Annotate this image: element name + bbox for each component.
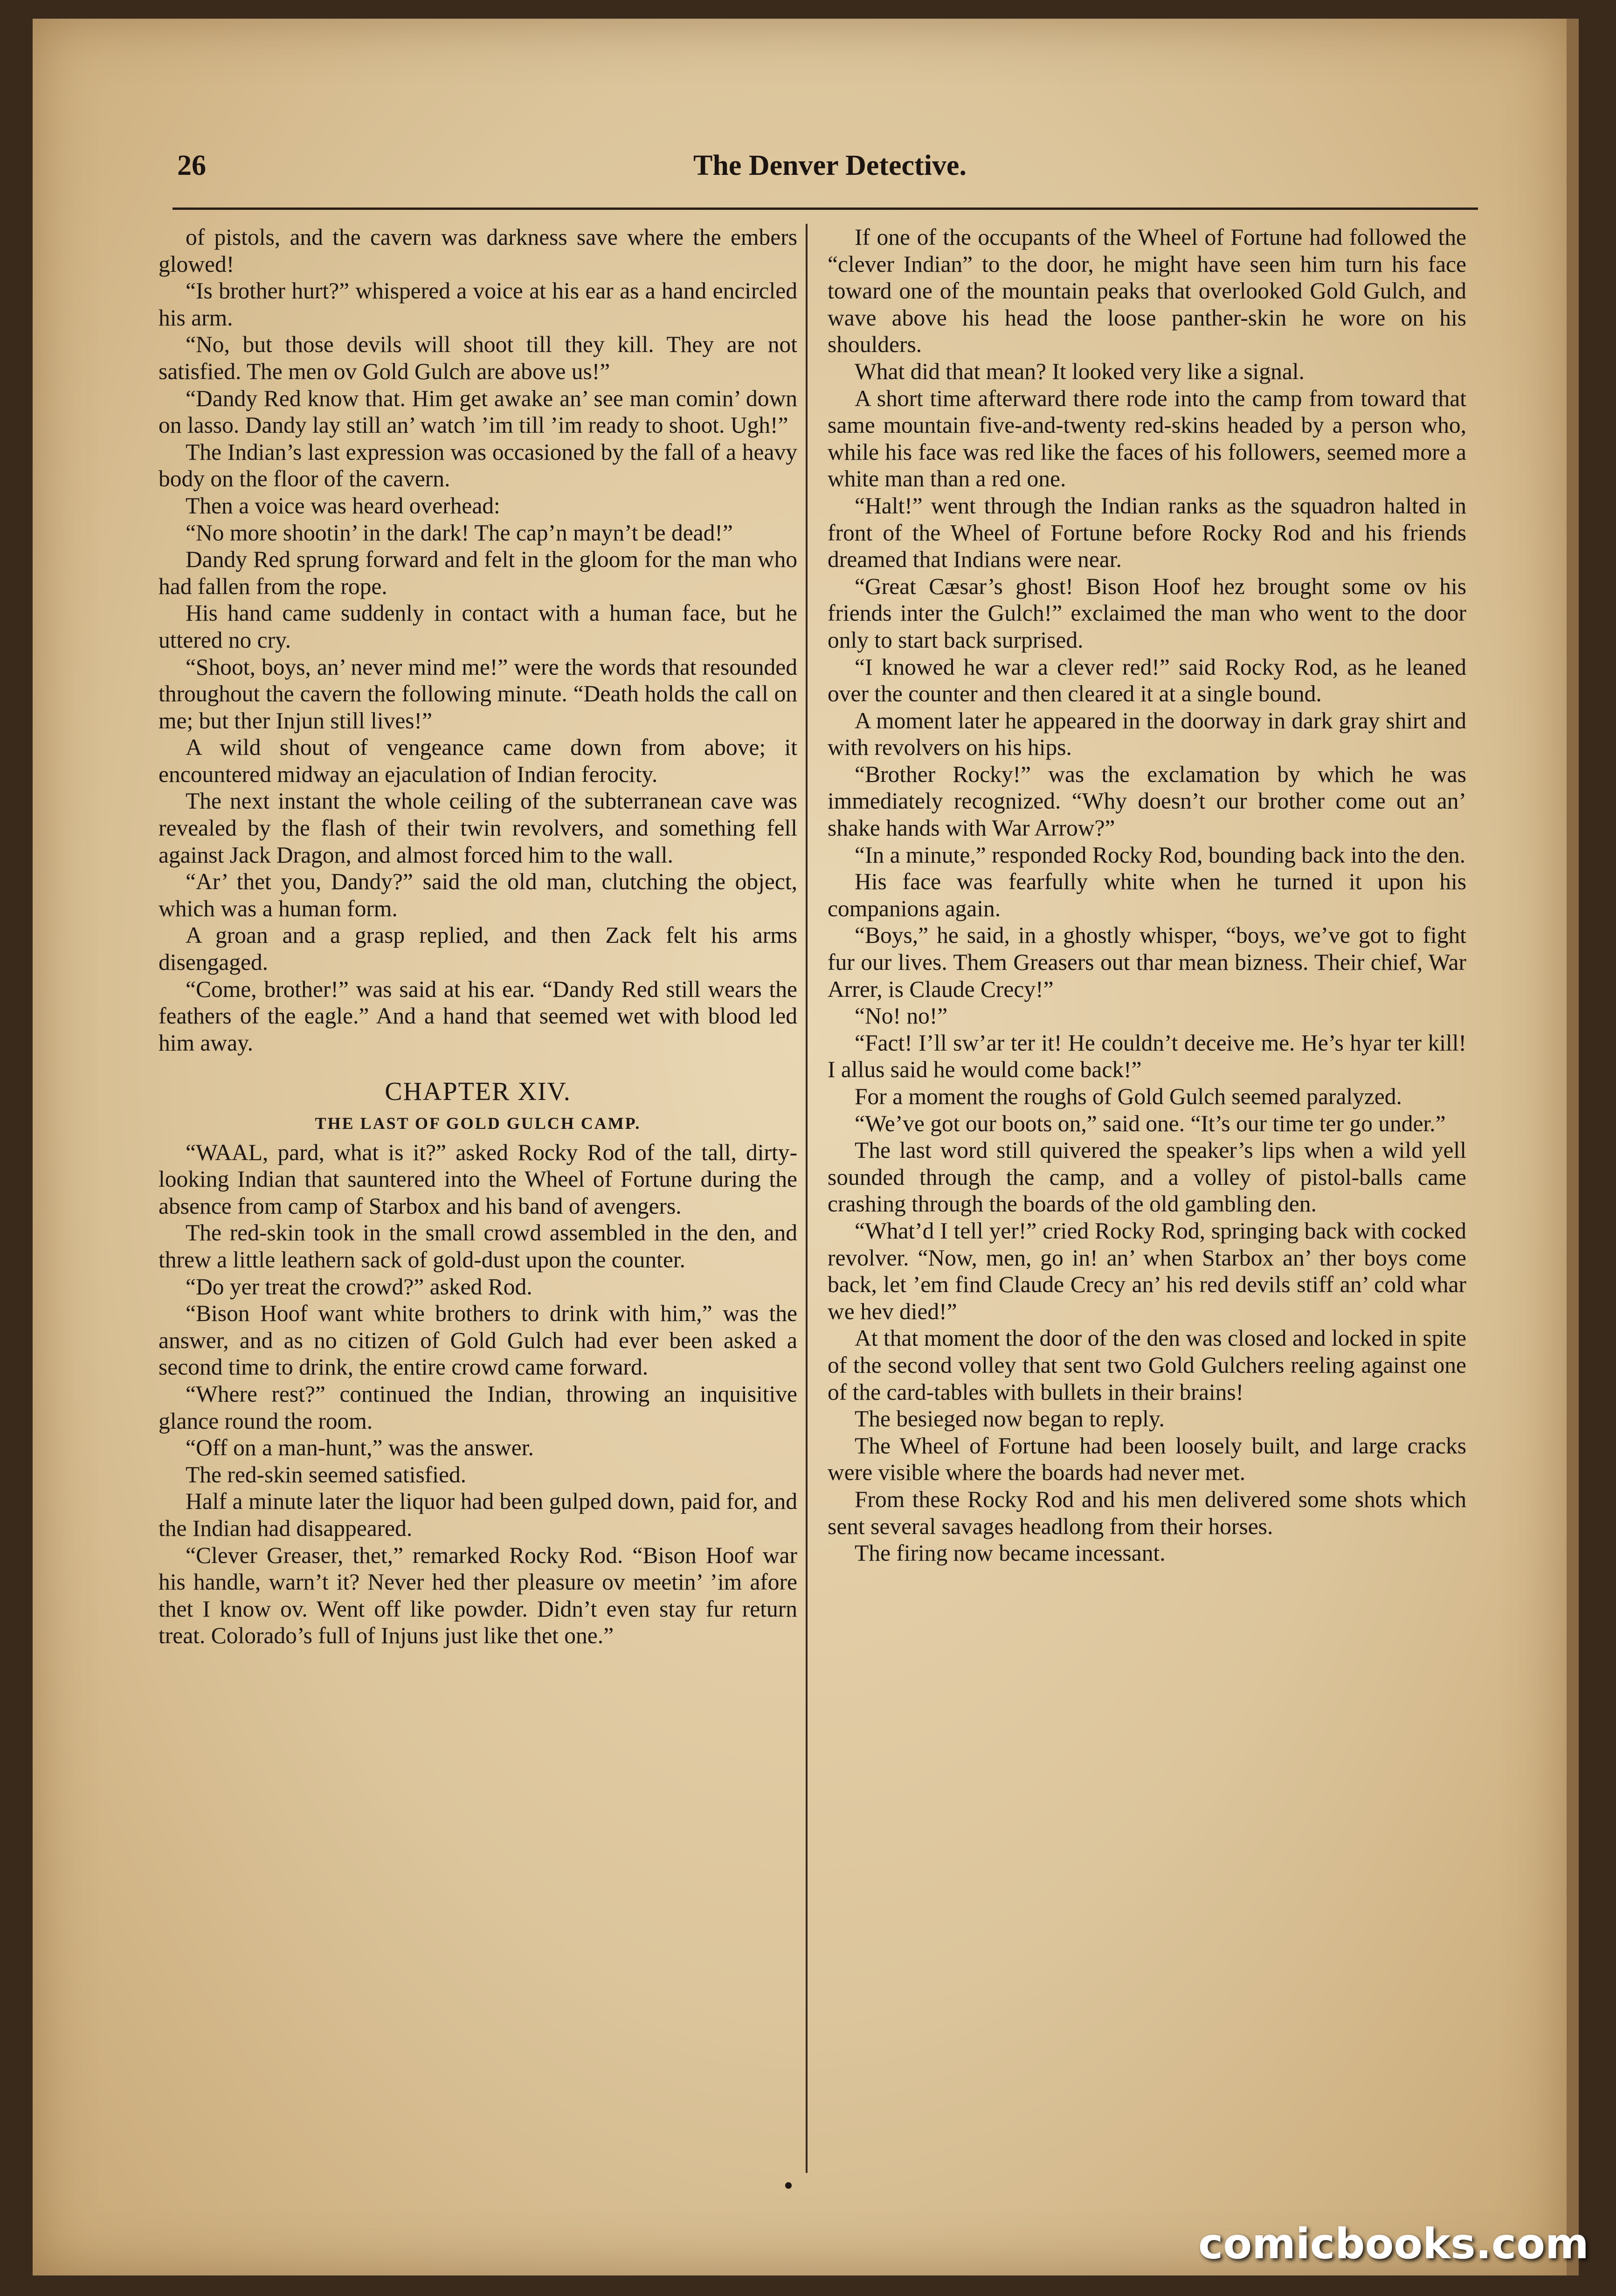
paragraph: The red-skin took in the small crowd assembled in the den, and threw a little leathern sack of gold-dust upon the counter. bbox=[159, 1220, 797, 1272]
paragraph: “Shoot, boys, an’ never mind me!” were the words that resounded throughout the cavern the following minute. “Death holds the call on me; but ther Injun still lives!” bbox=[159, 654, 797, 733]
paragraph: “Halt!” went through the Indian ranks as the squadron halted in front of the Wheel of Fortune before Rocky Rod and his friends dreamed that Indians were near. bbox=[828, 492, 1466, 573]
paragraph: Then a voice was heard overhead: bbox=[186, 492, 500, 519]
chapter-title: CHAPTER XIV. bbox=[385, 1077, 571, 1107]
paragraph: “Bison Hoof want white brothers to drink with him,” was the answer, and as no citizen of Gold Gulch had ever been asked a second time to drink, the entire crowd came forward. bbox=[159, 1300, 797, 1380]
paragraph: A moment later he appeared in the doorway in dark gray shirt and with revolvers on his hips. bbox=[828, 707, 1466, 761]
page-number: 26 bbox=[177, 150, 206, 181]
paragraph: “Dandy Red know that. Him get awake an’ see man comin’ down on lasso. Dandy lay still an’ watch ’im till ’im ready to shoot. Ugh!” bbox=[159, 385, 797, 438]
header-rule bbox=[173, 207, 1478, 210]
paragraph: “Do yer treat the crowd?” asked Rod. bbox=[186, 1273, 532, 1300]
paragraph: “No more shootin’ in the dark! The cap’n mayn’t be dead!” bbox=[186, 519, 733, 546]
paragraph: A groan and a grasp replied, and then Zack felt his arms disengaged. bbox=[159, 922, 797, 975]
paragraph: The red-skin seemed satisfied. bbox=[186, 1461, 467, 1487]
paragraph: The besieged now began to reply. bbox=[855, 1406, 1165, 1432]
paragraph: Half a minute later the liquor had been gulped down, paid for, and the Indian had disappeared. bbox=[159, 1488, 797, 1541]
paragraph: “Fact! I’ll sw’ar ter it! He couldn’t deceive me. He’s hyar ter kill! I allus said he would come back!” bbox=[828, 1030, 1466, 1083]
paragraph: “No, but those devils will shoot till they kill. They are not satisfied. The men ov Gold Gulch are above us!” bbox=[159, 332, 797, 384]
paragraph: of pistols, and the cavern was darkness save where the embers glowed! bbox=[159, 224, 797, 277]
paragraph: A short time afterward there rode into the camp from toward that same mountain five-and-twenty red-skins headed by a person who, while his face was red like the faces of his followers, seemed more a white man than a red one. bbox=[828, 385, 1466, 492]
paragraph: From these Rocky Rod and his men delivered some shots which sent several savages headlong from their horses. bbox=[828, 1486, 1466, 1539]
left-column-after-chapter bbox=[159, 1139, 797, 1649]
paragraph: “No! no!” bbox=[855, 1003, 948, 1029]
paragraph: “Great Cæsar’s ghost! Bison Hoof hez brought some ov his friends inter the Gulch!” exclaimed the man who went to the door only to start back surprised. bbox=[828, 573, 1466, 653]
paragraph: “Brother Rocky!” was the exclamation by which he was immediately recognized. “Why doesn’t our brother come out an’ shake hands with War Arrow?” bbox=[828, 761, 1466, 841]
paragraph: The last word still quivered the speaker’s lips when a wild yell sounded through the camp, and a volley of pistol-balls came crashing through the boards of the old gambling den. bbox=[828, 1137, 1466, 1217]
paragraph: “In a minute,” responded Rocky Rod, bounding back into the den. bbox=[855, 842, 1466, 868]
page-ornament-dot bbox=[785, 2182, 792, 2189]
paragraph: “Come, brother!” was said at his ear. “Dandy Red still wears the feathers of the eagle.” And a hand that seemed wet with blood led him away. bbox=[159, 976, 797, 1056]
left-column bbox=[159, 224, 797, 2140]
right-column bbox=[828, 224, 1466, 2140]
watermark: comicbooks.com bbox=[1198, 2220, 1589, 2268]
paragraph: The next instant the whole ceiling of the subterranean cave was revealed by the flash of their twin revolvers, and something fell against Jack Dragon, and almost forced him to the wall. bbox=[159, 788, 797, 868]
paragraph: The Indian’s last expression was occasioned by the fall of a heavy body on the floor of the cavern. bbox=[159, 439, 797, 492]
paragraph: His hand came suddenly in contact with a human face, but he uttered no cry. bbox=[159, 600, 797, 653]
paragraph: “Where rest?” continued the Indian, throwing an inquisitive glance round the room. bbox=[159, 1381, 797, 1434]
paragraph: “Clever Greaser, thet,” remarked Rocky Rod. “Bison Hoof war his handle, warn’t it? Never hed ther pleasure ov meetin’ ’im afore thet I know ov. Went off like powder. Didn’t even stay fur return treat. Colorado’s full of Injuns just like thet one.” bbox=[159, 1542, 797, 1649]
paragraph: The Wheel of Fortune had been loosely built, and large cracks were visible where the boards had never met. bbox=[828, 1432, 1466, 1486]
paragraph: His face was fearfully white when he turned it upon his companions again. bbox=[828, 869, 1466, 921]
paragraph: The firing now became incessant. bbox=[855, 1540, 1166, 1566]
column-divider bbox=[806, 224, 808, 2173]
paragraph: “We’ve got our boots on,” said one. “It’s our time ter go under.” bbox=[855, 1110, 1446, 1136]
left-column-before-chapter bbox=[159, 224, 797, 1056]
paragraph: At that moment the door of the den was closed and locked in spite of the second volley that sent two Gold Gulchers reeling against one of the card-tables with bullets in their brains! bbox=[828, 1325, 1466, 1405]
magazine-page bbox=[33, 19, 1579, 2275]
paragraph: If one of the occupants of the Wheel of Fortune had followed the “clever Indian” to the door, he might have seen him turn his face toward one of the mountain peaks that overlooked Gold Gulch, and wave above his head the loose panther-skin he wore on his shoulders. bbox=[828, 224, 1466, 358]
page-header bbox=[173, 145, 1487, 205]
paragraph: “Boys,” he said, in a ghostly whisper, “boys, we’ve got to fight fur our lives. Them Greasers out thar mean bizness. Their chief, War Arrer, is Claude Crecy!” bbox=[828, 922, 1466, 1002]
paragraph: “What’d I tell yer!” cried Rocky Rod, springing back with cocked revolver. “Now, men, go in! an’ when Starbox an’ ther boys come back, let ’em find Claude Crecy an’ his red devils stiff an’ cold whar we hev died!” bbox=[828, 1217, 1466, 1324]
chapter-subtitle: THE LAST OF GOLD GULCH CAMP. bbox=[315, 1114, 641, 1133]
paragraph: “I knowed he war a clever red!” said Rocky Rod, as he leaned over the counter and then cleared it at a single bound. bbox=[828, 654, 1466, 707]
paragraph: A wild shout of vengeance came down from above; it encountered midway an ejaculation of Indian ferocity. bbox=[159, 734, 797, 787]
paragraph: “Is brother hurt?” whispered a voice at his ear as a hand encircled his arm. bbox=[159, 278, 797, 331]
running-title: The Denver Detective. bbox=[693, 150, 967, 181]
paragraph: “Off on a man-hunt,” was the answer. bbox=[186, 1435, 534, 1461]
paragraph: Dandy Red sprung forward and felt in the gloom for the man who had fallen from the rope. bbox=[159, 546, 797, 599]
paragraph: “WAAL, pard, what is it?” asked Rocky Rod of the tall, dirty-looking Indian that sauntered into the Wheel of Fortune during the absence from camp of Starbox and his band of avengers. bbox=[159, 1139, 797, 1219]
paragraph: For a moment the roughs of Gold Gulch seemed paralyzed. bbox=[855, 1084, 1402, 1109]
paragraph: “Ar’ thet you, Dandy?” said the old man, clutching the object, which was a human form. bbox=[159, 869, 797, 921]
paragraph: What did that mean? It looked very like a signal. bbox=[855, 358, 1305, 384]
